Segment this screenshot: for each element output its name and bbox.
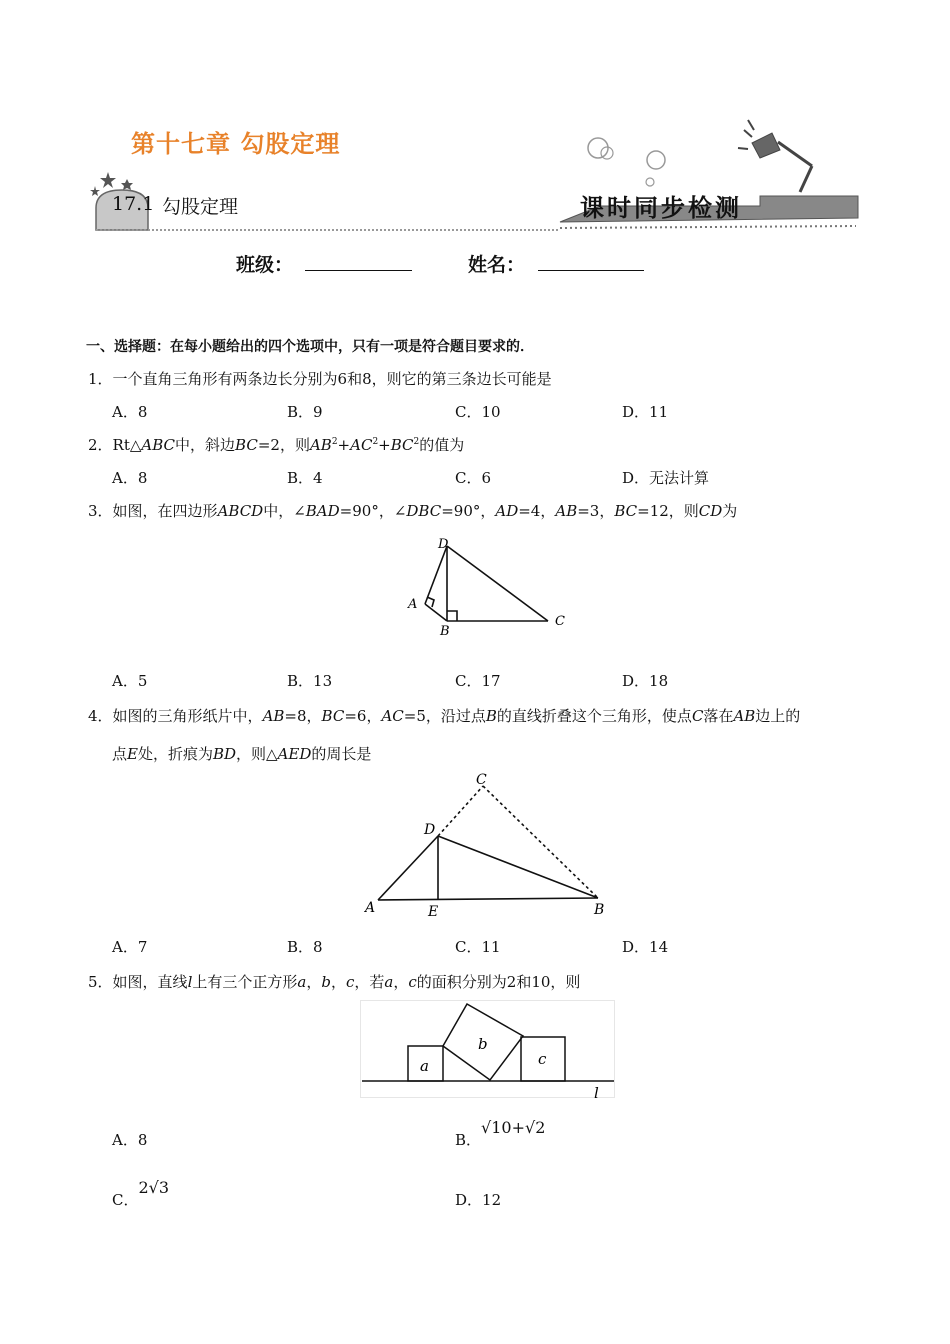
math-var: BAD bbox=[305, 502, 340, 520]
segment-ad bbox=[378, 836, 438, 900]
q2-option-d[interactable]: D．无法计算 bbox=[622, 469, 710, 487]
q2-option-a[interactable]: A．8 bbox=[112, 469, 148, 487]
text-part: Rt△ bbox=[112, 436, 142, 454]
math-var: BD bbox=[212, 745, 237, 763]
math-var: BC bbox=[614, 502, 638, 520]
text-part: ，若 bbox=[354, 973, 385, 991]
text-part: 如图的三角形纸片中， bbox=[112, 707, 263, 725]
math-var: a bbox=[297, 973, 307, 991]
text-part: 如图，直线 bbox=[112, 973, 188, 991]
math-var: AB bbox=[733, 707, 756, 725]
q2-option-c[interactable]: C．6 bbox=[455, 469, 492, 487]
math-var: AB bbox=[309, 436, 332, 454]
q3-option-b[interactable]: B．13 bbox=[287, 672, 333, 690]
math-var: AED bbox=[277, 745, 312, 763]
math-var: DBC bbox=[406, 502, 442, 520]
math-var: AD bbox=[495, 502, 519, 520]
label-a: a bbox=[420, 1057, 429, 1075]
label-b: b bbox=[478, 1035, 488, 1053]
text-part: 边上的 bbox=[755, 707, 801, 725]
segment-dc bbox=[447, 546, 548, 621]
text-part: ， bbox=[306, 973, 322, 991]
text-part: 落在 bbox=[703, 707, 734, 725]
q4-option-b[interactable]: B．8 bbox=[287, 938, 323, 956]
q5-option-d[interactable]: D．12 bbox=[455, 1191, 502, 1209]
math-var: ABCD bbox=[217, 502, 264, 520]
math-var: ABC bbox=[141, 436, 176, 454]
exponent: 2 bbox=[372, 437, 379, 447]
text-part: + bbox=[378, 436, 391, 454]
brand-title: 课时同步检测 bbox=[580, 193, 742, 222]
math-var: c bbox=[345, 973, 355, 991]
q2-option-b[interactable]: B．4 bbox=[287, 469, 323, 487]
q4-option-d[interactable]: D．14 bbox=[622, 938, 669, 956]
text-part: =90°， bbox=[441, 502, 496, 520]
text-part: 中，∠ bbox=[263, 502, 306, 520]
section-number: 17.1 bbox=[112, 193, 155, 215]
text-part: =90°，∠ bbox=[339, 502, 407, 520]
lamp-icon bbox=[738, 120, 812, 192]
text-part: =8， bbox=[284, 707, 322, 725]
question-2 bbox=[88, 434, 464, 455]
text-part: ，则△ bbox=[236, 745, 278, 763]
text-part: + bbox=[337, 436, 351, 454]
label-d: D bbox=[438, 537, 449, 552]
option-label: B． bbox=[455, 1131, 482, 1149]
exponent: 2 bbox=[413, 437, 420, 447]
label-a: A bbox=[365, 900, 376, 916]
math-var: E bbox=[127, 745, 138, 763]
segment-ab bbox=[425, 604, 447, 621]
math-var: AC bbox=[381, 707, 404, 725]
math-var: BC bbox=[390, 436, 414, 454]
q4-option-a[interactable]: A．7 bbox=[112, 938, 148, 956]
segment-cb-dashed bbox=[483, 786, 598, 898]
text-part: =5，沿过点 bbox=[403, 707, 486, 725]
segment-ab bbox=[378, 898, 598, 900]
q1-option-a[interactable]: A．8 bbox=[112, 403, 148, 421]
class-label: 班级： bbox=[236, 254, 294, 276]
math-var: AB bbox=[262, 707, 285, 725]
question-number: 1． bbox=[88, 370, 113, 388]
question-number: 3． bbox=[88, 502, 113, 520]
text-part: =2，则 bbox=[257, 436, 310, 454]
label-e: E bbox=[428, 904, 439, 920]
text-part: ， bbox=[393, 973, 409, 991]
option-label: C． bbox=[112, 1191, 139, 1209]
label-c: c bbox=[538, 1050, 547, 1068]
text-part: 为 bbox=[722, 502, 738, 520]
question-4-line-2 bbox=[112, 743, 371, 764]
math-expression: √10+√2 bbox=[481, 1118, 546, 1137]
right-angle-b bbox=[447, 611, 457, 621]
math-var: B bbox=[485, 707, 497, 725]
label-d: D bbox=[424, 822, 436, 838]
q1-option-d[interactable]: D．11 bbox=[622, 403, 669, 421]
math-var: CD bbox=[698, 502, 723, 520]
q1-option-b[interactable]: B．9 bbox=[287, 403, 323, 421]
math-var: AC bbox=[350, 436, 373, 454]
question-3 bbox=[88, 500, 737, 521]
q4-option-c[interactable]: C．11 bbox=[455, 938, 501, 956]
math-var: l bbox=[187, 973, 193, 991]
q5-figure bbox=[360, 1000, 616, 1102]
label-a: A bbox=[408, 597, 418, 612]
name-field[interactable] bbox=[538, 270, 644, 271]
math-var: C bbox=[691, 707, 704, 725]
text-part: =6， bbox=[344, 707, 382, 725]
section-heading: 一、选择题：在每小题给出的四个选项中，只有一项是符合题目要求的． bbox=[86, 339, 534, 355]
label-l: l bbox=[594, 1084, 599, 1102]
text-part: =3， bbox=[577, 502, 615, 520]
q5-option-c[interactable] bbox=[112, 1178, 170, 1210]
question-4 bbox=[88, 705, 800, 726]
text-part: 如图，在四边形 bbox=[112, 502, 218, 520]
math-var: b bbox=[321, 973, 331, 991]
label-b: B bbox=[440, 624, 450, 639]
text-part: 上有三个正方形 bbox=[192, 973, 298, 991]
question-number: 2． bbox=[88, 436, 113, 454]
exponent: 2 bbox=[331, 437, 338, 447]
text-part: 的直线折叠这个三角形，使点 bbox=[496, 707, 692, 725]
math-expression: 2√3 bbox=[138, 1178, 170, 1197]
q4-figure bbox=[360, 768, 620, 920]
math-var: BC bbox=[321, 707, 345, 725]
text-part: 中，斜边 bbox=[175, 436, 236, 454]
q3-option-a[interactable]: A．5 bbox=[112, 672, 148, 690]
math-var: AB bbox=[555, 502, 578, 520]
text-part: 的周长是 bbox=[311, 745, 372, 763]
q5-option-a[interactable]: A．8 bbox=[112, 1131, 148, 1149]
chapter-title: 第十七章 勾股定理 bbox=[131, 130, 341, 158]
q3-figure bbox=[400, 532, 580, 642]
question-number: 4． bbox=[88, 707, 113, 725]
q5-option-b[interactable] bbox=[455, 1118, 546, 1150]
segment-dc-dashed bbox=[438, 786, 483, 836]
question-text: 一个直角三角形有两条边长分别为6和8，则它的第三条边长可能是 bbox=[112, 370, 552, 388]
math-var: c bbox=[408, 973, 417, 991]
label-c: C bbox=[476, 772, 487, 788]
text-part: 的值为 bbox=[419, 436, 465, 454]
segment-da bbox=[425, 546, 447, 604]
question-5 bbox=[88, 971, 580, 992]
text-part: =12，则 bbox=[637, 502, 699, 520]
q3-option-d[interactable]: D．18 bbox=[622, 672, 669, 690]
name-label: 姓名： bbox=[468, 254, 526, 276]
q3-option-c[interactable]: C．17 bbox=[455, 672, 501, 690]
label-b: B bbox=[594, 902, 605, 918]
text-part: 的面积分别为2和10，则 bbox=[416, 973, 581, 991]
text-part: ， bbox=[330, 973, 346, 991]
section-title: 勾股定理 bbox=[162, 196, 239, 218]
text-part: =4， bbox=[518, 502, 556, 520]
question-number: 5． bbox=[88, 973, 113, 991]
math-var: BC bbox=[235, 436, 258, 454]
class-field[interactable] bbox=[305, 270, 412, 271]
text-part: 处，折痕为 bbox=[137, 745, 213, 763]
math-var: a bbox=[384, 973, 394, 991]
segment-db bbox=[438, 836, 598, 898]
question-1 bbox=[88, 368, 552, 389]
q1-option-c[interactable]: C．10 bbox=[455, 403, 501, 421]
label-c: C bbox=[555, 614, 565, 629]
text-part: 点 bbox=[112, 745, 128, 763]
